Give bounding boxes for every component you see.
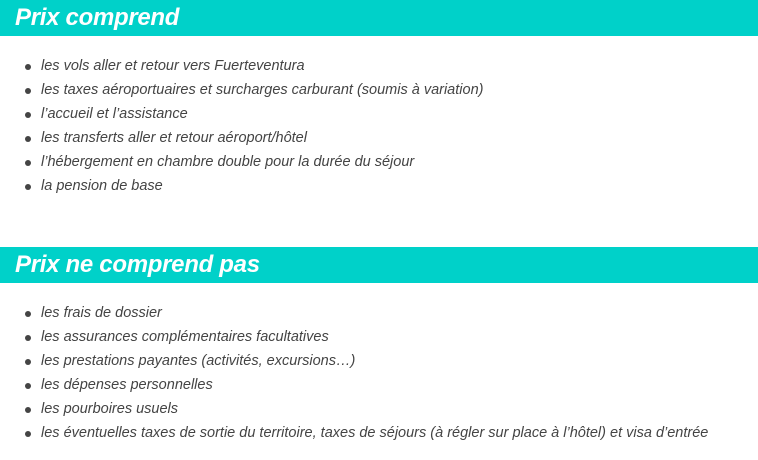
list-item: les prestations payantes (activités, excursions…) bbox=[0, 349, 708, 373]
included-list bbox=[0, 54, 483, 198]
list-item: la pension de base bbox=[0, 174, 483, 198]
list-item: les assurances complémentaires facultatives bbox=[0, 325, 708, 349]
list-item: les pourboires usuels bbox=[0, 397, 708, 421]
section-title-not-included: Prix ne comprend pas bbox=[0, 247, 758, 283]
list-item: l’accueil et l’assistance bbox=[0, 102, 483, 126]
list-item: l’hébergement en chambre double pour la durée du séjour bbox=[0, 150, 483, 174]
list-item: les taxes aéroportuaires et surcharges carburant (soumis à variation) bbox=[0, 78, 483, 102]
section-title-included: Prix comprend bbox=[0, 0, 758, 36]
list-item: les transferts aller et retour aéroport/hôtel bbox=[0, 126, 483, 150]
not-included-list bbox=[0, 301, 708, 445]
list-item: les éventuelles taxes de sortie du territoire, taxes de séjours (à régler sur place à l’hôtel) et visa d’entrée bbox=[0, 421, 708, 445]
list-item: les dépenses personnelles bbox=[0, 373, 708, 397]
list-item: les vols aller et retour vers Fuerteventura bbox=[0, 54, 483, 78]
list-item: les frais de dossier bbox=[0, 301, 708, 325]
